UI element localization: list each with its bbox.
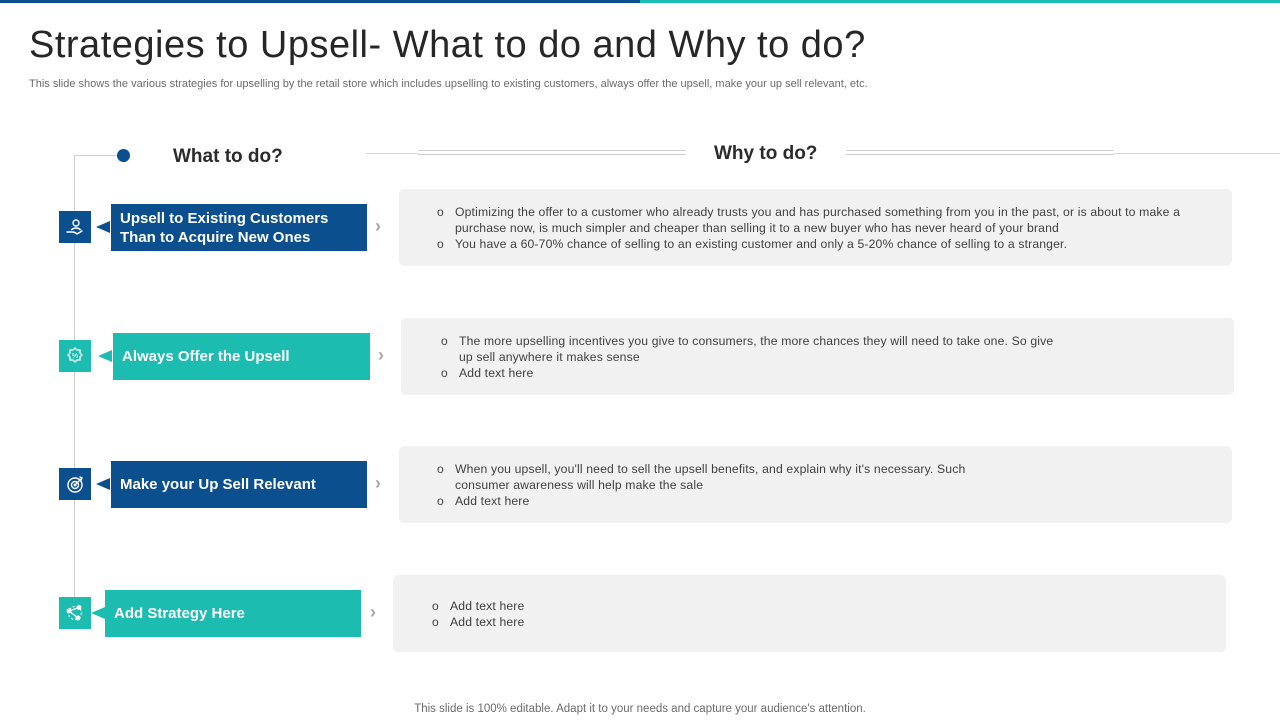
strategy-2-point-1: o The more upselling incentives you give to consumers, the more chances they will need to take one. So give up sell anywhere it makes sense xyxy=(441,333,1061,365)
heading-divider-double-left xyxy=(418,150,686,155)
strategy-2-pointer xyxy=(98,350,112,362)
strategy-2-label-box xyxy=(113,333,370,380)
strategy-2-point-2: o Add text here xyxy=(441,365,1061,381)
chevron-right-icon: › xyxy=(378,345,384,365)
strategy-3-description xyxy=(399,446,1232,523)
strategy-1-point-2: o You have a 60-70% chance of selling to an existing customer and only a 5-20% chance of selling to a stranger. xyxy=(437,236,1224,252)
strategy-3-label: Make your Up Sell Relevant xyxy=(120,476,316,493)
slide-subtitle: This slide shows the various strategies for upselling by the retail store which includes upselling to existing customers, always offer the upsell, make your up sell relevant, etc. xyxy=(29,78,868,90)
strategy-2-label: Always Offer the Upsell xyxy=(122,348,290,365)
hand-user-icon xyxy=(59,211,91,243)
strategy-4-label: Add Strategy Here xyxy=(114,605,245,622)
timeline-top-connector xyxy=(74,155,120,156)
top-accent-bar-teal xyxy=(640,0,1280,3)
why-to-do-heading: Why to do? xyxy=(714,143,818,164)
strategy-1-label: Upsell to Existing Customers Than to Acquire New Ones xyxy=(120,209,329,246)
chevron-right-icon: › xyxy=(375,473,381,493)
strategy-1-description xyxy=(399,189,1232,266)
strategy-4-point-2: o Add text here xyxy=(432,614,1218,630)
strategy-2-description xyxy=(401,318,1234,395)
chevron-right-icon: › xyxy=(375,216,381,236)
network-nodes-icon xyxy=(59,597,91,629)
heading-divider-right xyxy=(1114,153,1280,154)
chevron-right-icon: › xyxy=(370,602,376,622)
strategy-1-point-1: o Optimizing the offer to a customer who already trusts you and has purchased something from you in the past, or is about to make a purchase now, is much simpler and cheaper than selling it to a new buyer who has never heard of your brand xyxy=(437,204,1224,236)
heading-divider-left xyxy=(366,153,418,154)
strategy-4-pointer xyxy=(91,607,105,619)
strategy-3-pointer xyxy=(96,478,110,490)
strategy-4-label-box xyxy=(105,590,361,637)
svg-text:%: % xyxy=(71,353,79,360)
strategy-4-description xyxy=(393,575,1226,652)
target-icon xyxy=(59,468,91,500)
strategy-3-point-2: o Add text here xyxy=(437,493,1017,509)
percent-badge-icon xyxy=(59,340,91,372)
strategy-3-point-1: o When you upsell, you'll need to sell the upsell benefits, and explain why it's necessary. Such consumer awareness will help make the sale xyxy=(437,461,1017,493)
strategy-3-label-box xyxy=(111,461,367,508)
what-to-do-heading: What to do? xyxy=(173,146,283,167)
strategy-1-label-box xyxy=(111,204,367,251)
strategy-1-pointer xyxy=(96,221,110,233)
strategy-4-point-1: o Add text here xyxy=(432,598,1218,614)
top-accent-bar-blue xyxy=(0,0,640,3)
slide-title: Strategies to Upsell- What to do and Why to do? xyxy=(29,24,866,66)
slide-footer: This slide is 100% editable. Adapt it to your needs and capture your audience's attention. xyxy=(414,703,866,715)
timeline-head-dot xyxy=(117,149,130,162)
heading-divider-double-right xyxy=(846,150,1114,155)
